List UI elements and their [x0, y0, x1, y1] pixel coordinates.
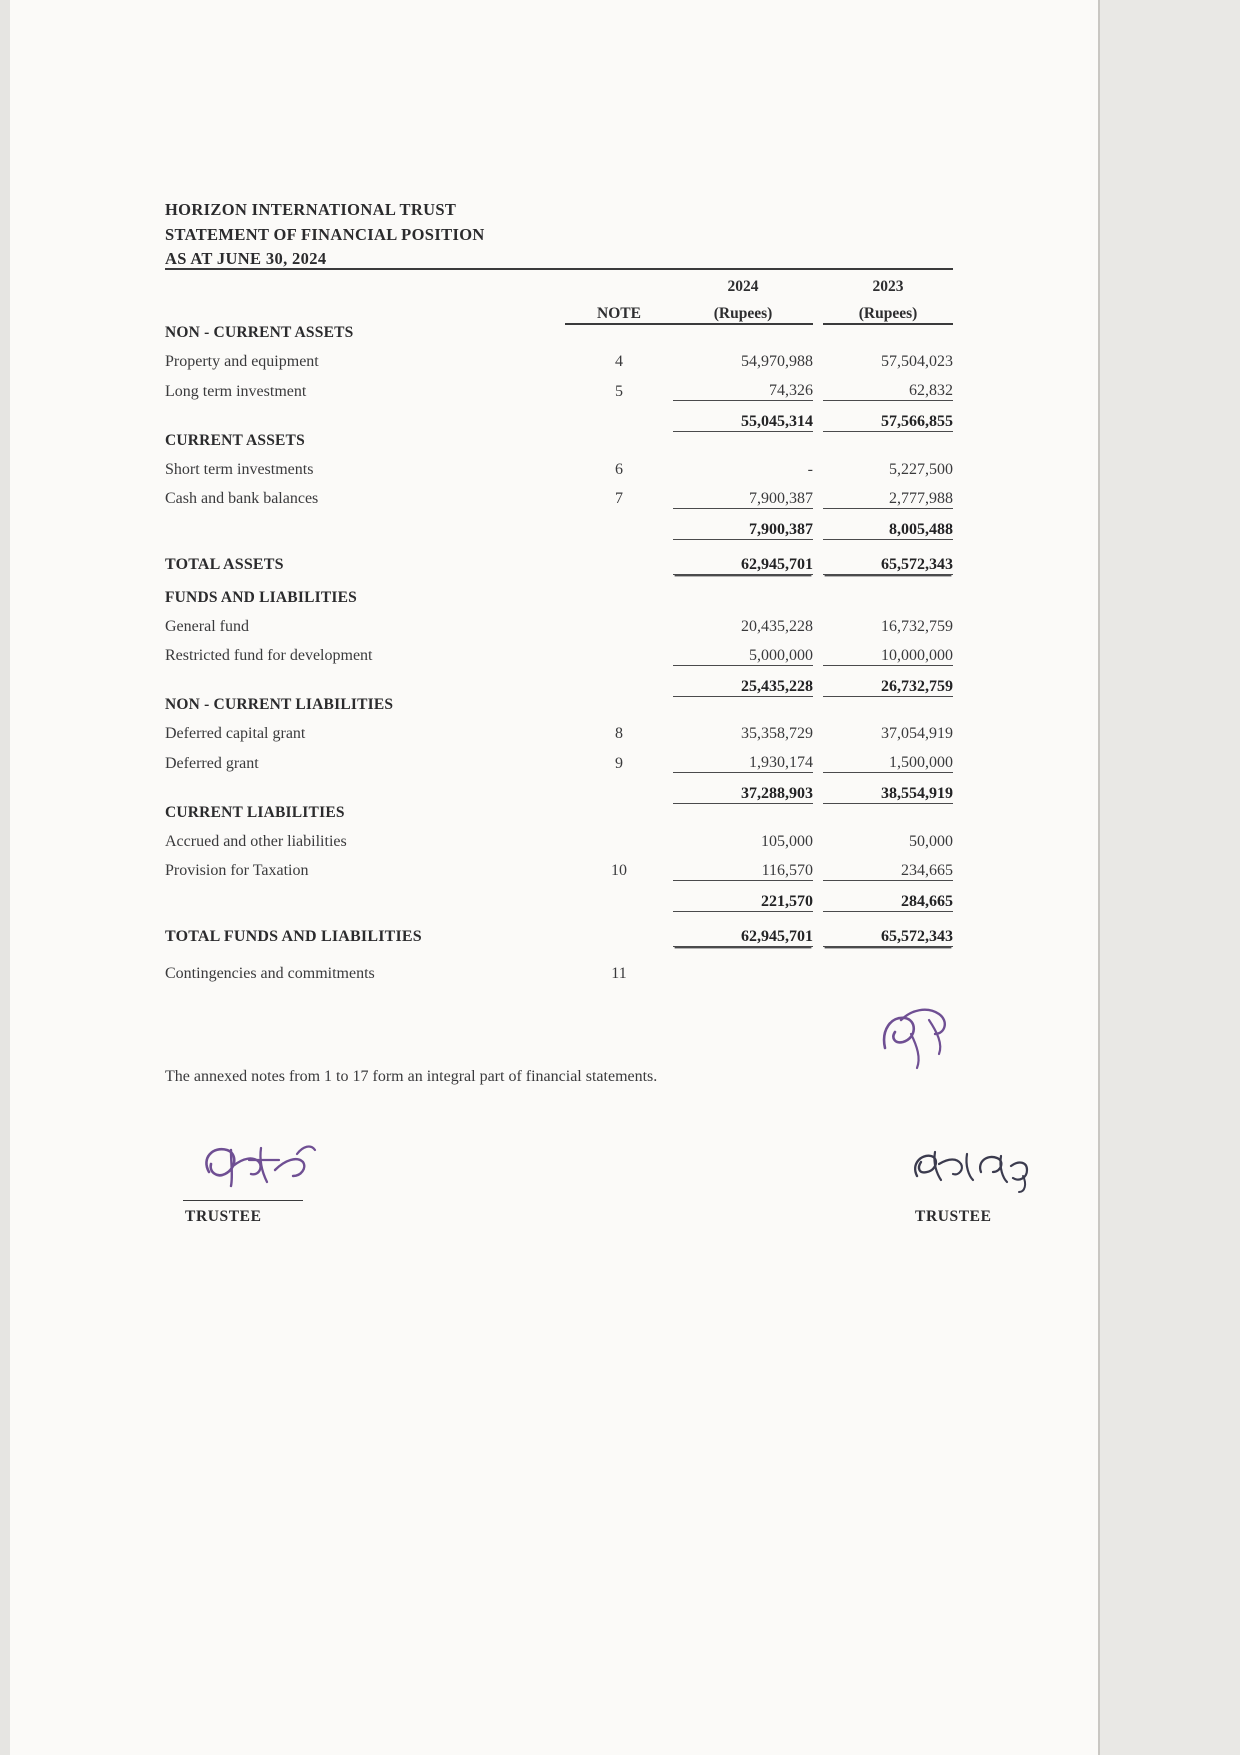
row-note: 7 — [615, 490, 623, 507]
table-row — [165, 479, 953, 509]
contingencies-label: Contingencies and commitments — [165, 964, 375, 982]
row-value-2023: 62,832 — [823, 371, 953, 401]
total-assets-2023: 65,572,343 — [823, 539, 953, 574]
row-label: Deferred grant — [165, 754, 259, 772]
scan-edge-right — [1098, 0, 1240, 1755]
contingencies-note: 11 — [611, 964, 627, 982]
signature-ink-left — [175, 1130, 395, 1202]
total-assets-row — [165, 539, 953, 574]
subtotal-row — [165, 401, 953, 432]
table-row — [165, 743, 953, 773]
contingencies-row — [165, 954, 953, 983]
total-assets-2024: 62,945,701 — [673, 539, 813, 574]
table-row — [165, 636, 953, 666]
table-header-years — [165, 270, 953, 296]
section-heading-row — [165, 804, 953, 822]
statement-date: AS AT JUNE 30, 2024 — [165, 249, 327, 268]
contingencies-value-2023 — [823, 954, 953, 983]
subtotal-value-2023: 26,732,759 — [823, 665, 953, 696]
table-row — [165, 851, 953, 881]
trustee-label-right: TRUSTEE — [915, 1208, 992, 1225]
handwritten-initials-mark — [865, 990, 995, 1080]
subtotal-value-2024: 37,288,903 — [673, 773, 813, 804]
row-value-2023: 5,227,500 — [889, 460, 953, 478]
document-title-block — [165, 198, 965, 272]
subtotal-value-2024: 221,570 — [673, 880, 813, 911]
section-heading-funds-and-liabilities: FUNDS AND LIABILITIES — [165, 588, 357, 606]
row-label: Accrued and other liabilities — [165, 832, 347, 850]
subtotal-row — [165, 508, 953, 539]
total-assets-label: TOTAL ASSETS — [165, 556, 284, 573]
signature-line-left — [183, 1200, 303, 1201]
row-value-2023: 37,054,919 — [881, 725, 953, 742]
section-heading-non-current-liabilities: NON - CURRENT LIABILITIES — [165, 696, 394, 713]
spacer — [165, 946, 953, 954]
row-value-2024: 1,930,174 — [673, 743, 813, 773]
contingencies-value-2024 — [673, 954, 813, 983]
section-heading-row — [165, 589, 953, 607]
table-row — [165, 371, 953, 401]
financial-position-table-wrap — [165, 268, 953, 983]
section-heading-non-current-assets: NON - CURRENT ASSETS — [165, 324, 354, 341]
row-value-2024: 35,358,729 — [741, 725, 813, 742]
total-funds-2024: 62,945,701 — [673, 911, 813, 946]
subtotal-value-2023: 38,554,919 — [823, 773, 953, 804]
subtotal-row — [165, 880, 953, 911]
trustee-label-left: TRUSTEE — [185, 1208, 262, 1225]
total-funds-2023: 65,572,343 — [823, 911, 953, 946]
row-value-2024: 74,326 — [673, 371, 813, 401]
row-label: Restricted fund for development — [165, 647, 373, 664]
table-row — [165, 342, 953, 371]
section-heading-row — [165, 432, 953, 450]
annexed-notes-text: The annexed notes from 1 to 17 form an integral part of financial statements. — [165, 1068, 658, 1085]
row-value-2023: 10,000,000 — [823, 636, 953, 666]
row-value-2024: 5,000,000 — [673, 636, 813, 666]
row-note: 9 — [615, 754, 623, 772]
spacer — [165, 574, 953, 589]
row-value-2024: - — [807, 460, 813, 478]
row-label: Short term investments — [165, 460, 314, 478]
row-note — [565, 822, 673, 851]
row-value-2024: 7,900,387 — [673, 479, 813, 509]
header-year-2023: 2023 — [872, 278, 904, 295]
row-value-2023: 50,000 — [909, 832, 953, 850]
row-note: 5 — [615, 382, 623, 400]
subtotal-value-2024: 55,045,314 — [673, 401, 813, 432]
header-currency-2024: (Rupees) — [673, 296, 813, 324]
total-funds-row — [165, 911, 953, 946]
row-note: 6 — [615, 460, 623, 478]
row-label: General fund — [165, 617, 249, 635]
row-note — [565, 636, 673, 666]
section-heading-row — [165, 324, 953, 342]
row-value-2024: 105,000 — [761, 832, 813, 850]
row-label: Property and equipment — [165, 353, 319, 370]
section-heading-current-liabilities: CURRENT LIABILITIES — [165, 803, 345, 821]
row-label: Deferred capital grant — [165, 725, 306, 742]
row-value-2023: 16,732,759 — [881, 617, 953, 635]
row-value-2023: 57,504,023 — [881, 353, 953, 370]
section-heading-row — [165, 696, 953, 714]
statement-name: STATEMENT OF FINANCIAL POSITION — [165, 224, 485, 244]
row-value-2023: 2,777,988 — [823, 479, 953, 509]
header-year-2024: 2024 — [727, 278, 759, 295]
financial-position-table — [165, 268, 953, 983]
row-value-2024: 116,570 — [673, 851, 813, 881]
row-note: 8 — [615, 725, 623, 742]
row-label: Cash and bank balances — [165, 490, 319, 507]
row-value-2024: 20,435,228 — [741, 617, 813, 635]
total-funds-label: TOTAL FUNDS AND LIABILITIES — [165, 928, 422, 945]
section-heading-current-assets: CURRENT ASSETS — [165, 431, 305, 449]
row-value-2023: 234,665 — [823, 851, 953, 881]
subtotal-value-2024: 7,900,387 — [673, 508, 813, 539]
subtotal-value-2024: 25,435,228 — [673, 665, 813, 696]
signature-area — [165, 1130, 992, 1250]
row-note — [565, 607, 673, 636]
scan-edge-left — [0, 0, 10, 1755]
subtotal-value-2023: 284,665 — [823, 880, 953, 911]
subtotal-value-2023: 57,566,855 — [823, 401, 953, 432]
subtotal-value-2023: 8,005,488 — [823, 508, 953, 539]
table-header-subrow — [165, 296, 953, 324]
header-note: NOTE — [565, 296, 673, 324]
row-value-2024: 54,970,988 — [741, 353, 813, 370]
subtotal-row — [165, 773, 953, 804]
row-label: Provision for Taxation — [165, 862, 309, 879]
header-currency-2023: (Rupees) — [823, 296, 953, 324]
row-note: 4 — [615, 353, 623, 370]
table-row — [165, 714, 953, 743]
row-label: Long term investment — [165, 382, 307, 400]
table-row — [165, 450, 953, 479]
entity-name: HORIZON INTERNATIONAL TRUST — [165, 200, 457, 219]
table-row — [165, 822, 953, 851]
table-row — [165, 607, 953, 636]
scan-edge-divider — [1098, 0, 1100, 1755]
subtotal-row — [165, 665, 953, 696]
row-note: 10 — [611, 862, 627, 879]
signature-ink-right — [855, 1130, 1075, 1202]
row-value-2023: 1,500,000 — [823, 743, 953, 773]
